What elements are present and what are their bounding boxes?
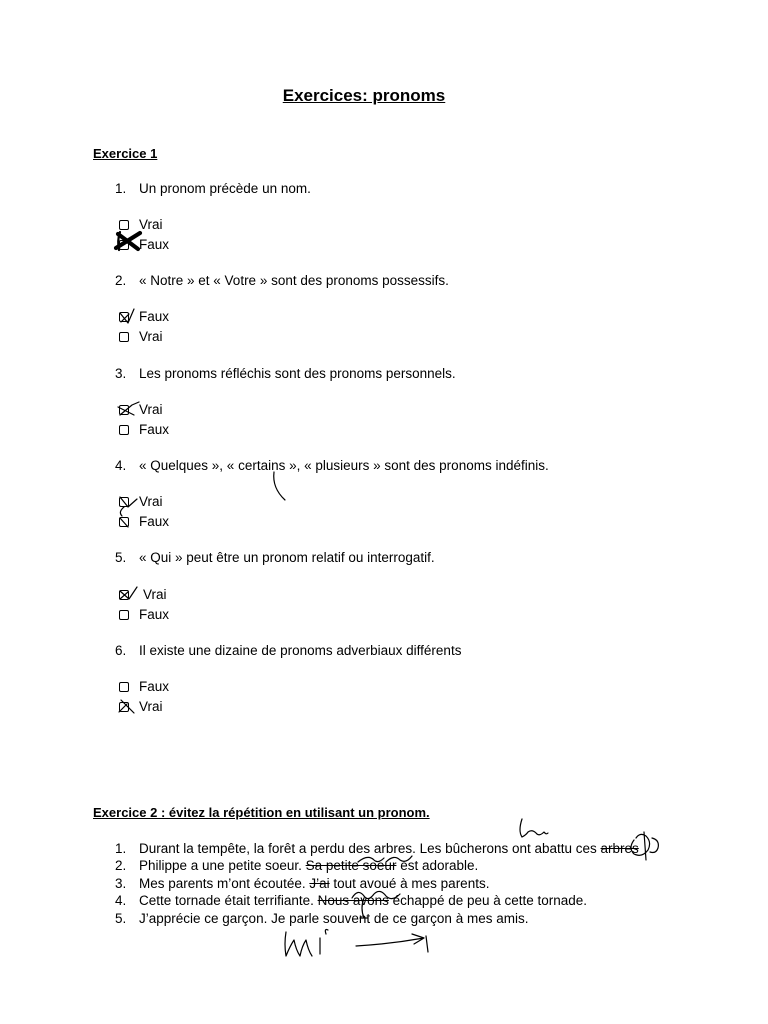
exercise2-title: Exercice 2 : évitez la répétition en utilisant un pronom. [93, 805, 430, 820]
item-text: Mes parents m’ont écoutée. [139, 876, 310, 891]
question-6-number: 6. [115, 643, 127, 658]
question-4-text: « Quelques », « certains », « plusieurs » sont des pronoms indéfinis. [139, 458, 549, 473]
question-5-text: « Qui » peut être un pronom relatif ou interrogatif. [139, 550, 435, 565]
item-text: Durant la tempête, la forêt a perdu des arbres. Les bûcherons ont abattu ces [139, 841, 601, 856]
checkbox[interactable] [119, 332, 129, 342]
item-text-end: échappé de peu à cette tornade. [388, 893, 588, 908]
option-label: Vrai [139, 329, 163, 344]
option-label: Faux [139, 514, 170, 529]
item-number: 1. [115, 841, 127, 856]
item-text: Philippe a une petite soeur. [139, 858, 306, 873]
item-text-end: est adorable. [396, 858, 479, 873]
struck-text: J’ai [309, 876, 330, 891]
option-label: Faux [139, 607, 170, 622]
checkbox[interactable] [119, 425, 129, 435]
option-label: Faux [139, 309, 170, 324]
checkbox[interactable] [119, 590, 129, 600]
item-text-end: tout avoué à mes parents. [329, 876, 490, 891]
checkbox[interactable] [119, 497, 129, 507]
item-number: 5. [115, 911, 127, 926]
struck-text: arbres [600, 841, 639, 856]
exercise1-title: Exercice 1 [93, 146, 158, 161]
checkbox[interactable] [119, 702, 129, 712]
question-3-number: 3. [115, 366, 127, 381]
handwritten-stroke-q4 [268, 468, 292, 504]
checkbox[interactable] [119, 682, 129, 692]
option-label: Vrai [139, 217, 163, 232]
checkbox[interactable] [119, 610, 129, 620]
item-text: Cette tornade était terrifiante. [139, 893, 318, 908]
option-label: Faux [139, 679, 170, 694]
struck-text: Nous avons [317, 893, 389, 908]
option-label: Faux [139, 237, 170, 252]
item-text: J’apprécie ce garçon. Je parle souvent de ce garçon à mes amis. [139, 911, 529, 926]
option-label: Vrai [143, 587, 167, 602]
item-number: 2. [115, 858, 127, 873]
question-3-text: Les pronoms réfléchis sont des pronoms personnels. [139, 366, 456, 381]
question-5-number: 5. [115, 550, 127, 565]
question-4-number: 4. [115, 458, 127, 473]
option-label: Vrai [139, 402, 163, 417]
option-label: Faux [139, 422, 170, 437]
checkbox[interactable] [119, 240, 129, 250]
option-label: Vrai [139, 699, 163, 714]
option-label: Vrai [139, 494, 163, 509]
checkbox[interactable] [119, 517, 129, 527]
item-number: 4. [115, 893, 127, 908]
checkbox[interactable] [119, 405, 129, 415]
checkbox[interactable] [119, 312, 129, 322]
item-number: 3. [115, 876, 127, 891]
handwritten-scribble-lui [280, 926, 336, 962]
struck-text: Sa petite soeur [305, 858, 397, 873]
page-title: Exercices: pronoms [282, 86, 446, 105]
question-6-text: Il existe une dizaine de pronoms adverbiaux différents [139, 643, 462, 658]
handwritten-arrow [352, 930, 434, 958]
question-1-number: 1. [115, 181, 127, 196]
checkbox[interactable] [119, 220, 129, 230]
question-2-number: 2. [115, 273, 127, 288]
question-2-text: « Notre » et « Votre » sont des pronoms possessifs. [139, 273, 449, 288]
question-1-text: Un pronom précède un nom. [139, 181, 311, 196]
